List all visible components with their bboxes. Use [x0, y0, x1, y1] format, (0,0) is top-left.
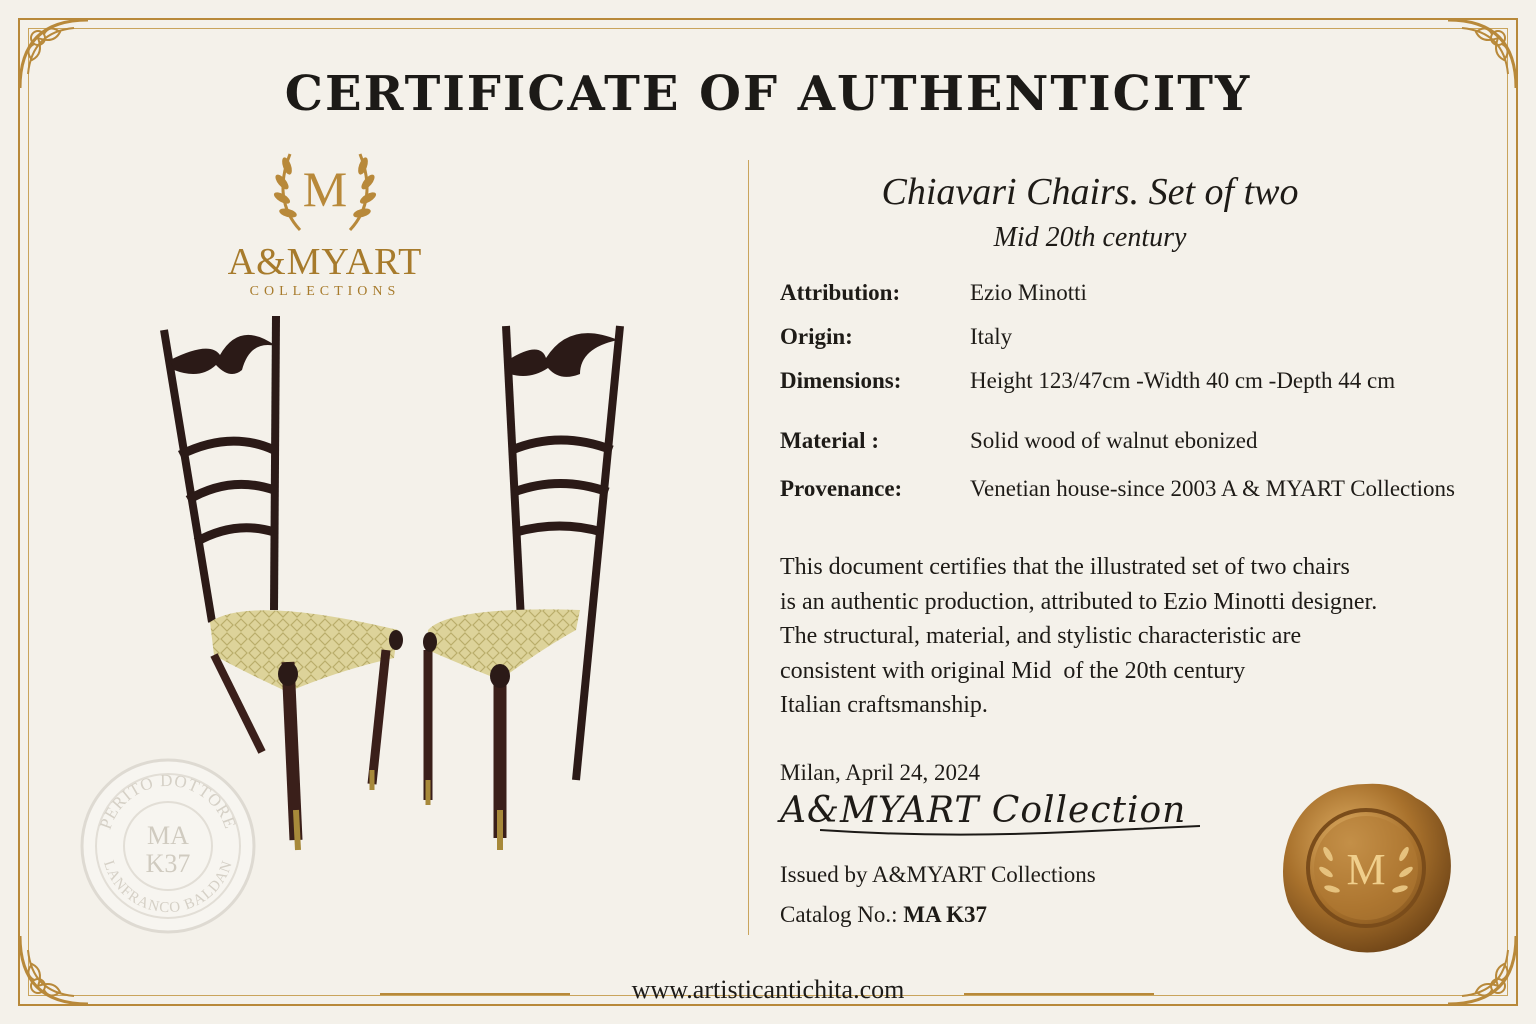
statement-line: consistent with original Mid of the 20th century — [780, 657, 1246, 684]
seal-monogram: M — [1346, 845, 1386, 894]
certification-statement — [780, 550, 1480, 723]
certificate-title: CERTIFICATE OF AUTHENTICITY — [284, 66, 1252, 122]
item-period: Mid 20th century — [993, 222, 1187, 253]
catalog-value: MA K37 — [903, 902, 987, 927]
signature-flourish-icon — [820, 820, 1200, 840]
embossed-stamp — [78, 756, 258, 936]
detail-label: Origin: — [780, 324, 853, 349]
issued-by: Issued by A&MYART Collections — [780, 862, 1096, 887]
detail-value: Ezio Minotti — [970, 280, 1087, 305]
brand-monogram: M — [302, 161, 348, 217]
statement-line: is an authentic production, attributed to Ezio Minotti designer. — [780, 588, 1378, 615]
wax-seal — [1276, 778, 1456, 958]
catalog-number — [780, 902, 987, 928]
statement-line: The structural, material, and stylistic characteristic are — [780, 623, 1302, 649]
stamp-center-line2: K37 — [145, 849, 191, 878]
detail-label: Dimensions: — [780, 368, 902, 393]
vertical-divider — [748, 160, 749, 935]
item-title: Chiavari Chairs. Set of two — [881, 171, 1299, 213]
brand-name: A&MYART — [227, 241, 423, 283]
stamp-center-line1: MA — [147, 821, 189, 850]
brand-logo — [210, 140, 440, 300]
detail-value: Height 123/47cm -Width 40 cm -Depth 44 cm — [970, 368, 1396, 393]
footer-website: www.artisticantichita.com — [631, 975, 905, 1004]
detail-label: Provenance: — [780, 476, 903, 501]
stamp-bottom-text: LANFRANCO BALDAN — [100, 858, 236, 917]
detail-value: Venetian house-since 2003 A & MYART Collections — [970, 476, 1455, 501]
catalog-label: Catalog No.: — [780, 902, 898, 927]
statement-line: Italian craftsmanship. — [780, 692, 988, 718]
detail-label: Material : — [780, 428, 879, 453]
detail-value: Italy — [970, 324, 1013, 349]
issue-date: Milan, April 24, 2024 — [780, 760, 980, 785]
signature: A&MYART Collection — [780, 790, 1187, 831]
laurel-wreath-icon — [260, 140, 390, 240]
detail-value: Solid wood of walnut ebonized — [970, 428, 1258, 453]
detail-label: Attribution: — [780, 280, 901, 305]
chair-right — [423, 326, 620, 850]
stamp-top-text: PERITO DOTTORE — [95, 770, 241, 832]
statement-line: This document certifies that the illustrated set of two chairs — [780, 554, 1350, 580]
brand-subtitle: COLLECTIONS — [249, 284, 401, 299]
